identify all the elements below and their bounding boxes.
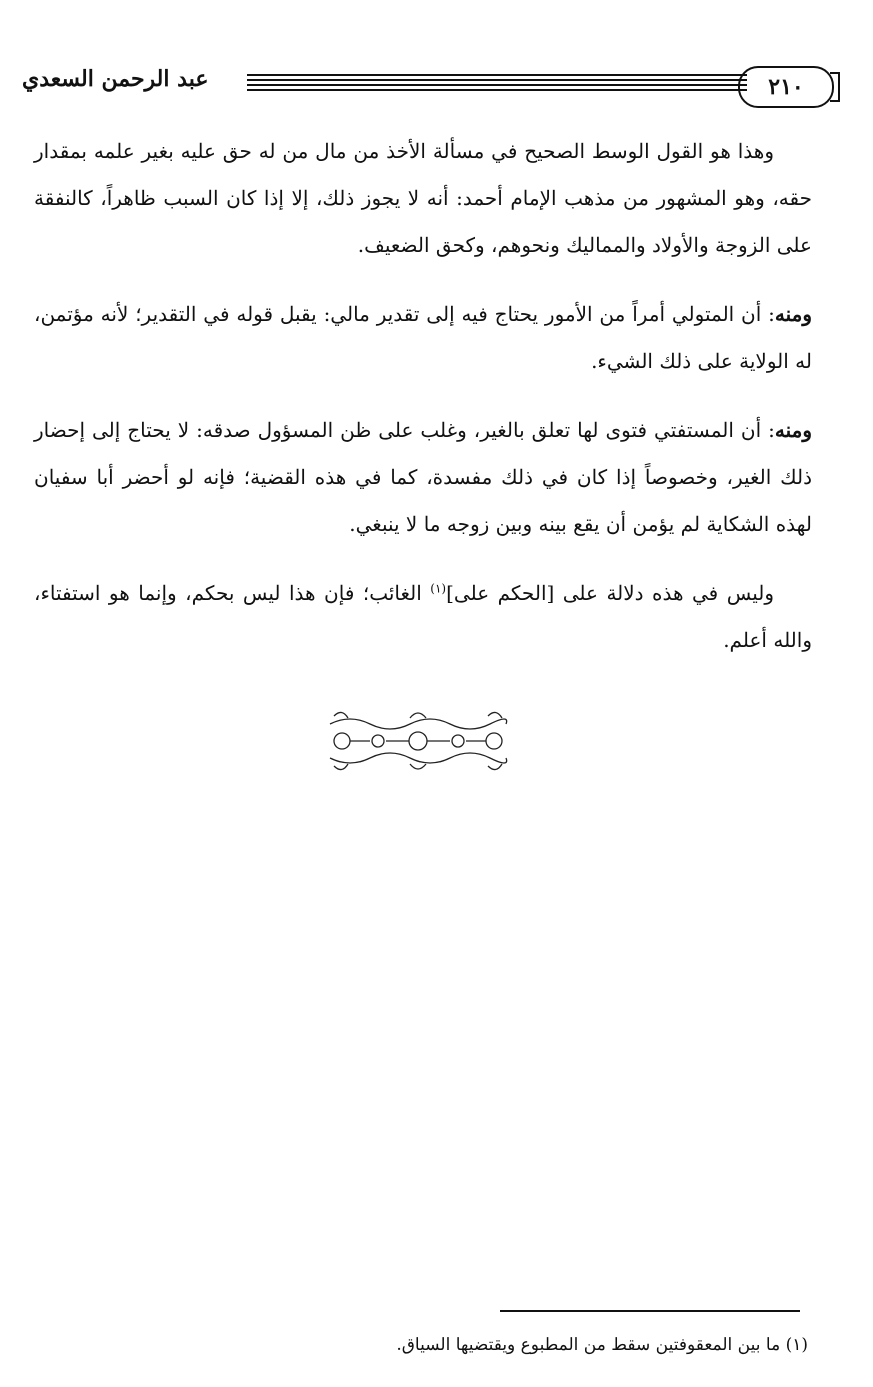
footnote-separator	[500, 1310, 800, 1312]
paragraph-text: وهذا هو القول الوسط الصحيح في مسألة الأخذ من مال من له حق عليه بغير علمه بمقدار حقه، وهو المشهور من مذهب الإمام أحمد: أنه لا يجوز ذلك، إلا إذا كان السبب ظاهراً، كالنفقة على الزوجة والأولاد والمماليك ونحوهم، وكحق الضعيف.	[34, 139, 812, 257]
paragraph-1	[34, 128, 812, 269]
paragraph-2	[34, 291, 812, 385]
footnote-reference[interactable]: (١)	[430, 581, 447, 596]
page-number: ٢١٠	[738, 66, 834, 108]
paragraph-text-before: وليس في هذه دلالة على [الحكم على]	[446, 581, 774, 605]
footnote: (١) ما بين المعقوفتين سقط من المطبوع ويقتضيها السياق.	[396, 1335, 808, 1355]
book-author-title: عبد الرحمن السعدي	[22, 66, 209, 92]
paragraph-4	[34, 570, 812, 664]
page-header	[22, 60, 842, 110]
decorative-vignette-icon	[326, 706, 510, 776]
paragraph-lead: ومنه	[774, 302, 812, 326]
paragraph-3	[34, 407, 812, 548]
main-text	[34, 128, 812, 686]
header-rule	[247, 74, 747, 96]
paragraph-lead: ومنه	[774, 418, 812, 442]
paragraph-text-after: الغائب؛ فإن هذا ليس بحكم، وإنما هو استفتاء، والله أعلم.	[34, 581, 812, 652]
paragraph-text: : أن المتولي أمراً من الأمور يحتاج فيه إلى تقدير مالي: يقبل قوله في التقدير؛ لأنه مؤتمن، له الولاية على ذلك الشيء.	[34, 302, 812, 373]
page-number-cap	[830, 72, 840, 102]
paragraph-text: : أن المستفتي فتوى لها تعلق بالغير، وغلب على ظن المسؤول صدقه: لا يحتاج إلى إحضار ذلك الغير، وخصوصاً إذا كان في ذلك مفسدة، كما في هذه القضية؛ فإنه لو أحضر أبا سفيان لهذه الشكاية لم يؤمن أن يقع بينه وبين زوجه ما لا ينبغي.	[34, 418, 812, 536]
